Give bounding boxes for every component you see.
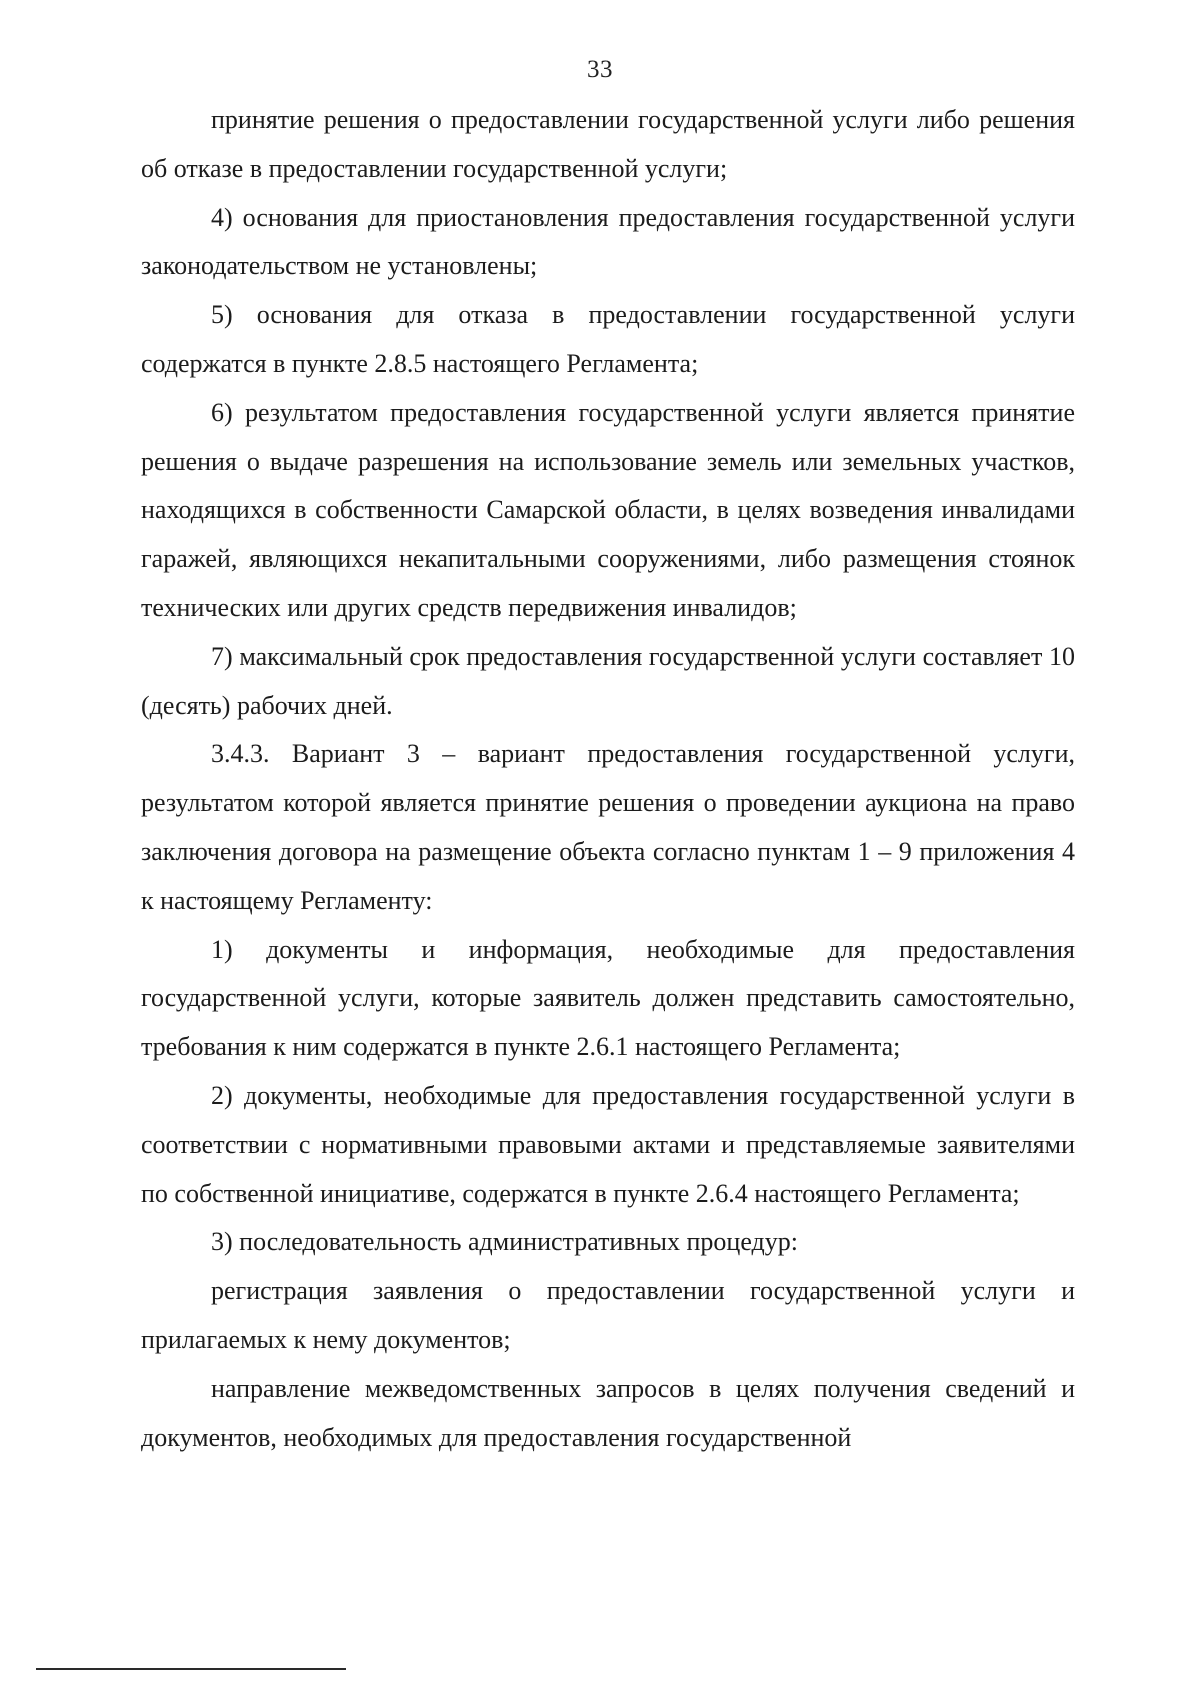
footer-divider xyxy=(36,1668,346,1670)
paragraph: 5) основания для отказа в предоставлении государственной услуги содержатся в пункте 2.8.5 настоящего Регламента; xyxy=(141,300,1075,378)
paragraph: направление межведомственных запросов в целях получения сведений и документов, необходимых для предоставления государственной xyxy=(141,1373,1075,1452)
paragraph: 1) документы и информация, необходимые для предоставления государственной услуги, которые заявитель должен представить самостоятельно, требования к ним содержатся в пункте 2.6.1 настоящего Регламента; xyxy=(141,934,1075,1062)
paragraph: принятие решения о предоставлении государственной услуги либо решения об отказе в предоставлении государственной услуги; xyxy=(141,105,1075,183)
paragraph: регистрация заявления о предоставлении государственной услуги и прилагаемых к нему документов; xyxy=(141,1276,1075,1354)
paragraph: 7) максимальный срок предоставления государственной услуги составляет 10 (десять) рабочих дней. xyxy=(141,641,1075,720)
paragraph: 4) основания для приостановления предоставления государственной услуги законодательством не установлены; xyxy=(141,202,1075,281)
page-number: 33 xyxy=(587,56,613,83)
paragraph: 3.4.3. Вариант 3 – вариант предоставления государственной услуги, результатом которой является принятие решения о проведении аукциона на право заключения договора на размещение объекта согласно пунктам 1 – 9 приложения 4 к настоящему Регламенту: xyxy=(141,739,1075,915)
document-body xyxy=(141,96,1075,1462)
paragraph: 3) последовательность административных процедур: xyxy=(211,1227,798,1257)
paragraph: 6) результатом предоставления государственной услуги является принятие решения о выдаче разрешения на использование земель или земельных участков, находящихся в собственности Самарской области, в целях возведения инвалидами гаражей, являющихся некапитальными сооружениями, либо размещения стоянок технических или других средств передвижения инвалидов; xyxy=(141,397,1075,622)
paragraph: 2) документы, необходимые для предоставления государственной услуги в соответствии с нормативными правовыми актами и представляемые заявителями по собственной инициативе, содержатся в пункте 2.6.4 настоящего Регламента; xyxy=(141,1080,1075,1208)
